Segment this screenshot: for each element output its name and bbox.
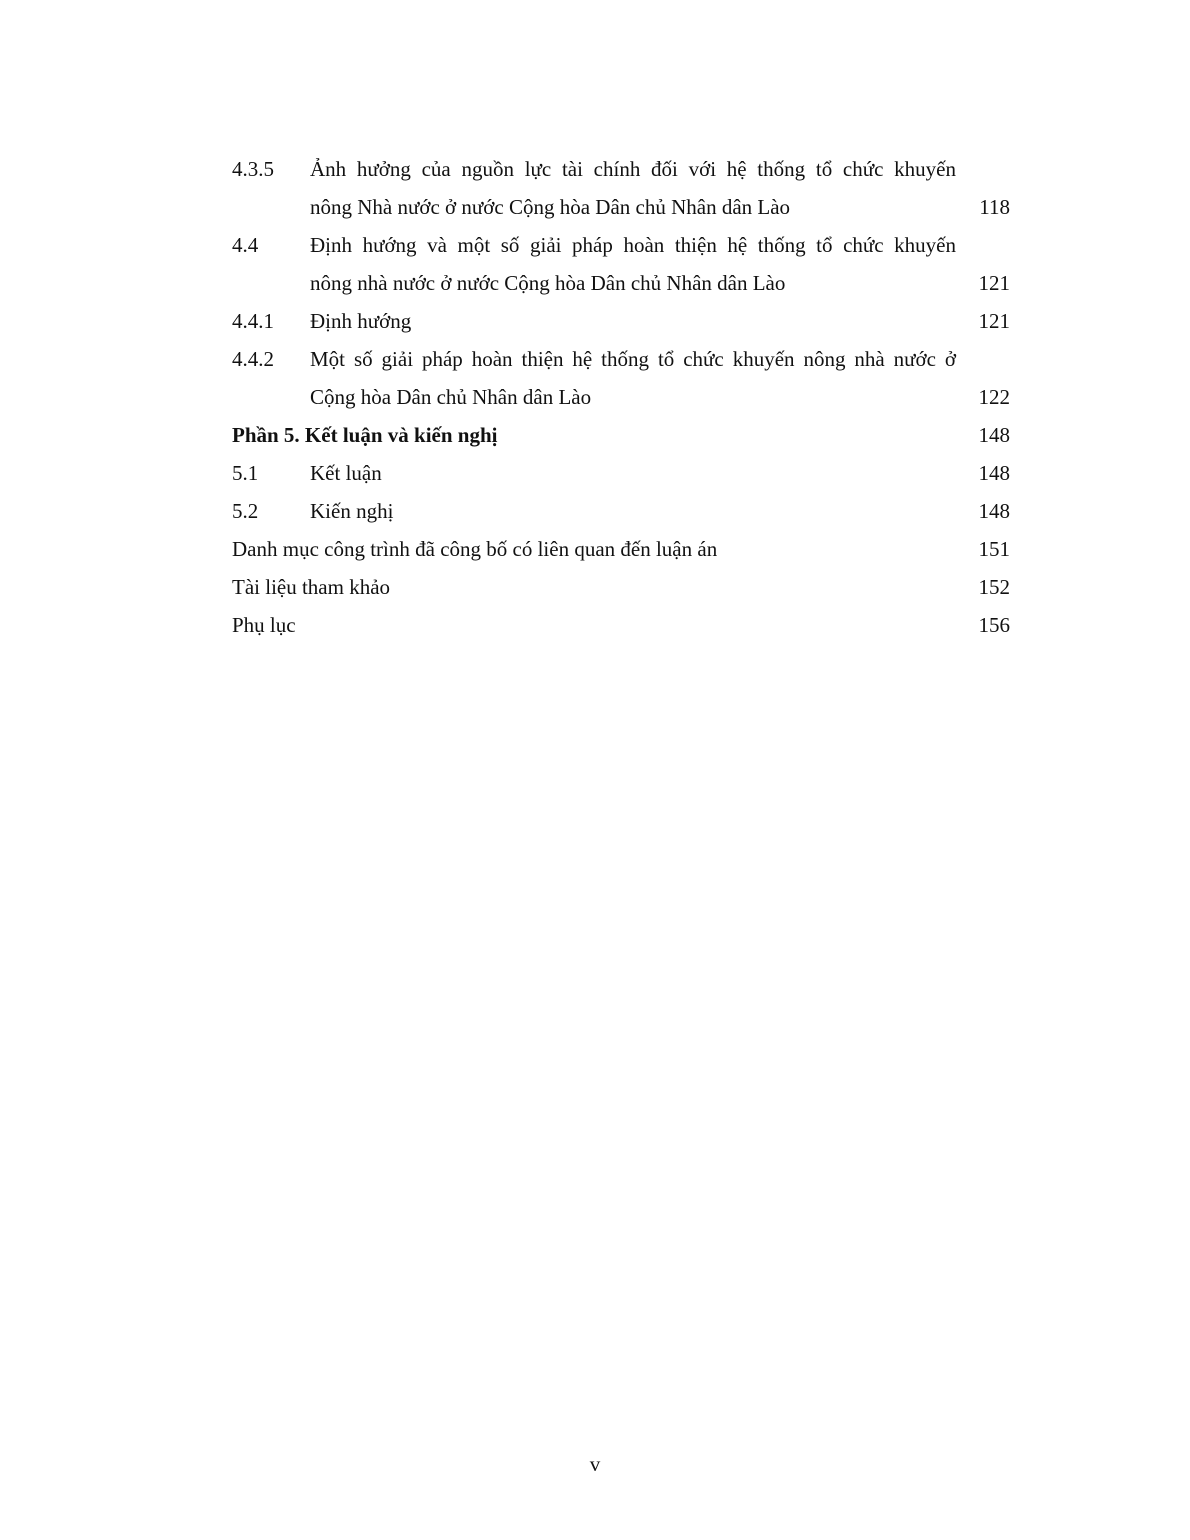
toc-entry-4-4 (232, 226, 1010, 302)
toc-page-number: 148 (978, 499, 1010, 523)
toc-page-number: 121 (978, 309, 1010, 333)
toc-number: 4.4 (232, 233, 259, 257)
toc-entry-publications (232, 530, 1010, 568)
toc-number: 4.4.2 (232, 347, 274, 371)
toc-entry-4-4-2 (232, 340, 1010, 416)
toc-page-number: 118 (979, 195, 1010, 219)
toc-entry-4-4-1 (232, 302, 1010, 340)
toc-page-number: 151 (978, 537, 1010, 561)
toc-entry-references (232, 568, 1010, 606)
toc-number: 4.4.1 (232, 309, 274, 333)
toc-title: Kiến nghị (310, 499, 394, 523)
toc-entry-appendix (232, 606, 1010, 644)
toc-title: Tài liệu tham khảo (232, 575, 391, 599)
toc-number: 5.2 (232, 499, 259, 523)
toc-number: 5.1 (232, 461, 259, 485)
toc-title: Định hướng và một số giải pháp hoàn thiện hệ thống tổ chức khuyến (310, 233, 956, 257)
toc-number: 4.3.5 (232, 157, 274, 181)
toc-entry-5-2 (232, 492, 1010, 530)
toc-page-number: 156 (978, 613, 1010, 637)
toc-title: Ảnh hưởng của nguồn lực tài chính đối với hệ thống tổ chức khuyến (310, 157, 956, 181)
toc-page-number: 121 (978, 271, 1010, 295)
toc-entry-5-1 (232, 454, 1010, 492)
toc-section-heading: Phần 5. Kết luận và kiến nghị (232, 423, 498, 447)
toc-title: Một số giải pháp hoàn thiện hệ thống tổ chức khuyến nông nhà nước ở (310, 347, 956, 371)
toc-title: Danh mục công trình đã công bố có liên quan đến luận án (232, 537, 718, 561)
toc-title: Kết luận (310, 461, 382, 485)
toc-page-number: 152 (978, 575, 1010, 599)
toc-entry-part-5 (232, 416, 1010, 454)
toc-title-continued: nông nhà nước ở nước Cộng hòa Dân chủ Nhân dân Lào (310, 271, 786, 295)
toc-entry-4-3-5 (232, 150, 1010, 226)
toc-page-number: 122 (978, 385, 1010, 409)
toc-page-number: 148 (978, 461, 1010, 485)
toc-title: Phụ lục (232, 613, 296, 637)
toc-page-number: 148 (978, 423, 1010, 447)
toc-title-continued: Cộng hòa Dân chủ Nhân dân Lào (310, 385, 592, 409)
page-footer-number: v (589, 1452, 601, 1476)
table-of-contents (232, 150, 1010, 644)
toc-title: Định hướng (310, 309, 412, 333)
toc-title-continued: nông Nhà nước ở nước Cộng hòa Dân chủ Nhân dân Lào (310, 195, 791, 219)
